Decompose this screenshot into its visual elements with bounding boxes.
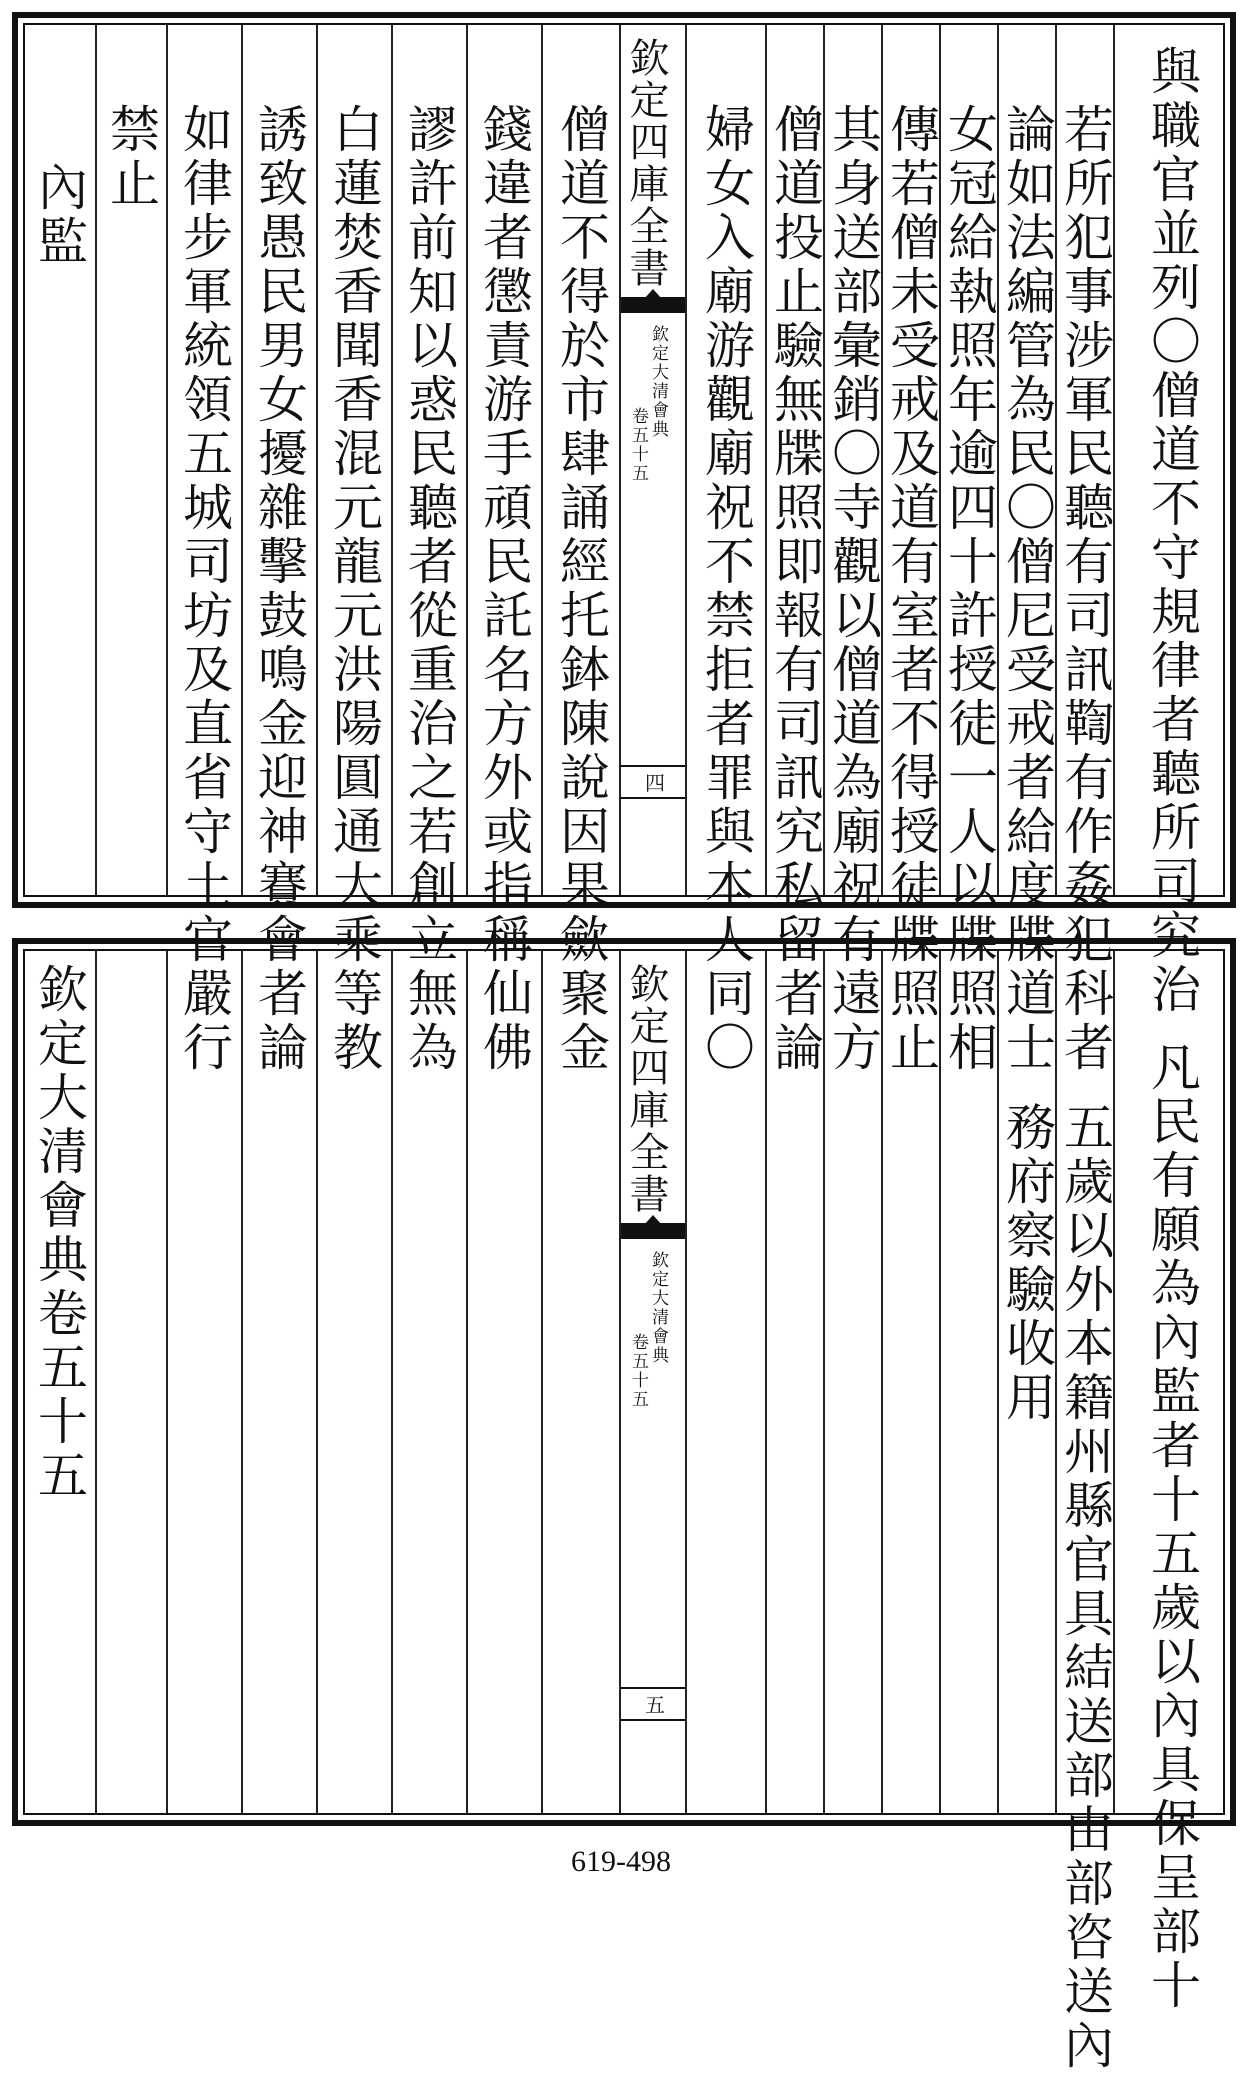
- text-column: [541, 951, 619, 1813]
- center-juan: 卷五十五: [628, 1333, 648, 1409]
- text-column: [166, 951, 241, 1813]
- column-text: 僧道投止驗無牒照即報有司訊究私留者論: [766, 103, 824, 1075]
- text-column: [1055, 951, 1114, 2073]
- column-text: 女冠給執照年逾四十許授徒一人以牒照相: [940, 103, 998, 1075]
- page-number: 四: [645, 771, 665, 795]
- text-column: [466, 951, 541, 1813]
- column-text: 論如法編管為民〇僧尼受戒者給度牒道士: [998, 103, 1056, 1075]
- text-column: [541, 25, 619, 1075]
- text-column: [685, 951, 765, 1813]
- text-column: [241, 25, 316, 1075]
- page-number: 五: [645, 1693, 665, 1717]
- text-column: [166, 25, 241, 1075]
- folio-number: 619-498: [571, 1845, 671, 1878]
- text-column: [939, 951, 997, 1813]
- column-text: 誘致愚民男女擾雜擊鼓鳴金迎神賽會者論: [250, 103, 308, 1075]
- column-text: 錢違者懲責游手頑民託名方外或指稱仙佛: [475, 103, 533, 1075]
- center-title: 欽定四庫全書: [623, 37, 669, 289]
- column-text: 禁止: [102, 103, 160, 211]
- text-column: [25, 25, 95, 895]
- column-text: 白蓮焚香聞香混元龍元洪陽圓通大乘等教: [325, 103, 383, 1075]
- text-column: [1113, 25, 1235, 1017]
- text-column: [466, 25, 541, 1075]
- text-column: [765, 951, 823, 1813]
- text-column: [997, 951, 1055, 1813]
- column-text: 謬許前知以惑民聽者從重治之若創立無為: [400, 103, 458, 1075]
- column-text: 與職官並列〇僧道不守規律者聽所司究治: [1143, 45, 1201, 1017]
- text-column: [939, 25, 998, 1075]
- text-column: [685, 25, 765, 1075]
- center-book-title: 欽定大清會典: [648, 325, 668, 439]
- text-column: [391, 25, 466, 1075]
- top-page-grid: [25, 25, 1223, 1075]
- text-column: [316, 951, 391, 1813]
- text-column: [823, 25, 882, 1075]
- column-text: 其身送部彙銷〇寺觀以僧道為廟祝有遠方: [824, 103, 882, 1075]
- text-column: [95, 951, 166, 1813]
- center-strip: [619, 25, 685, 895]
- text-column: [316, 25, 391, 1075]
- text-column: [1113, 951, 1235, 2013]
- text-column: [95, 25, 166, 895]
- text-column: [881, 951, 939, 1813]
- column-text: 僧道不得於市肆誦經托鉢陳說因果歛聚金: [552, 103, 610, 1075]
- column-text: 凡民有願為內監者十五歲以內具保呈部十: [1143, 1041, 1201, 2013]
- column-text: 傳若僧未受戒及道有室者不得授徒牒照止: [882, 103, 940, 1075]
- text-column: [997, 25, 1056, 1075]
- column-text: 內監: [30, 161, 88, 269]
- column-text: 如律步軍統領五城司坊及直省守土官嚴行: [175, 103, 233, 1075]
- text-column: [241, 951, 316, 1813]
- text-column: [881, 25, 940, 1075]
- center-rule: [621, 797, 685, 799]
- text-column: [765, 25, 824, 1075]
- column-text: 務府察驗收用: [998, 1101, 1056, 1425]
- text-column: [823, 951, 881, 1813]
- center-book-title: 欽定大清會典: [648, 1251, 668, 1365]
- column-text: 婦女入廟游觀廟祝不禁拒者罪與本人同〇: [697, 103, 755, 1075]
- end-title: 欽定大清會典卷五十五: [30, 963, 88, 1503]
- fishtail-ornament: [621, 1223, 685, 1239]
- fishtail-ornament: [621, 297, 685, 313]
- center-strip: [619, 951, 685, 1813]
- center-juan: 卷五十五: [628, 407, 648, 483]
- column-text: 若所犯事涉軍民聽有司訊鞫有作姦犯科者: [1056, 103, 1114, 1075]
- top-page: [12, 12, 1236, 1075]
- text-column: [1055, 25, 1114, 1075]
- column-text: 五歲以外本籍州縣官具結送部由部咨送內: [1056, 1101, 1114, 2073]
- text-column: [25, 951, 95, 1813]
- center-rule: [621, 1719, 685, 1721]
- text-column: [391, 951, 466, 1813]
- center-title: 欽定四庫全書: [623, 963, 669, 1215]
